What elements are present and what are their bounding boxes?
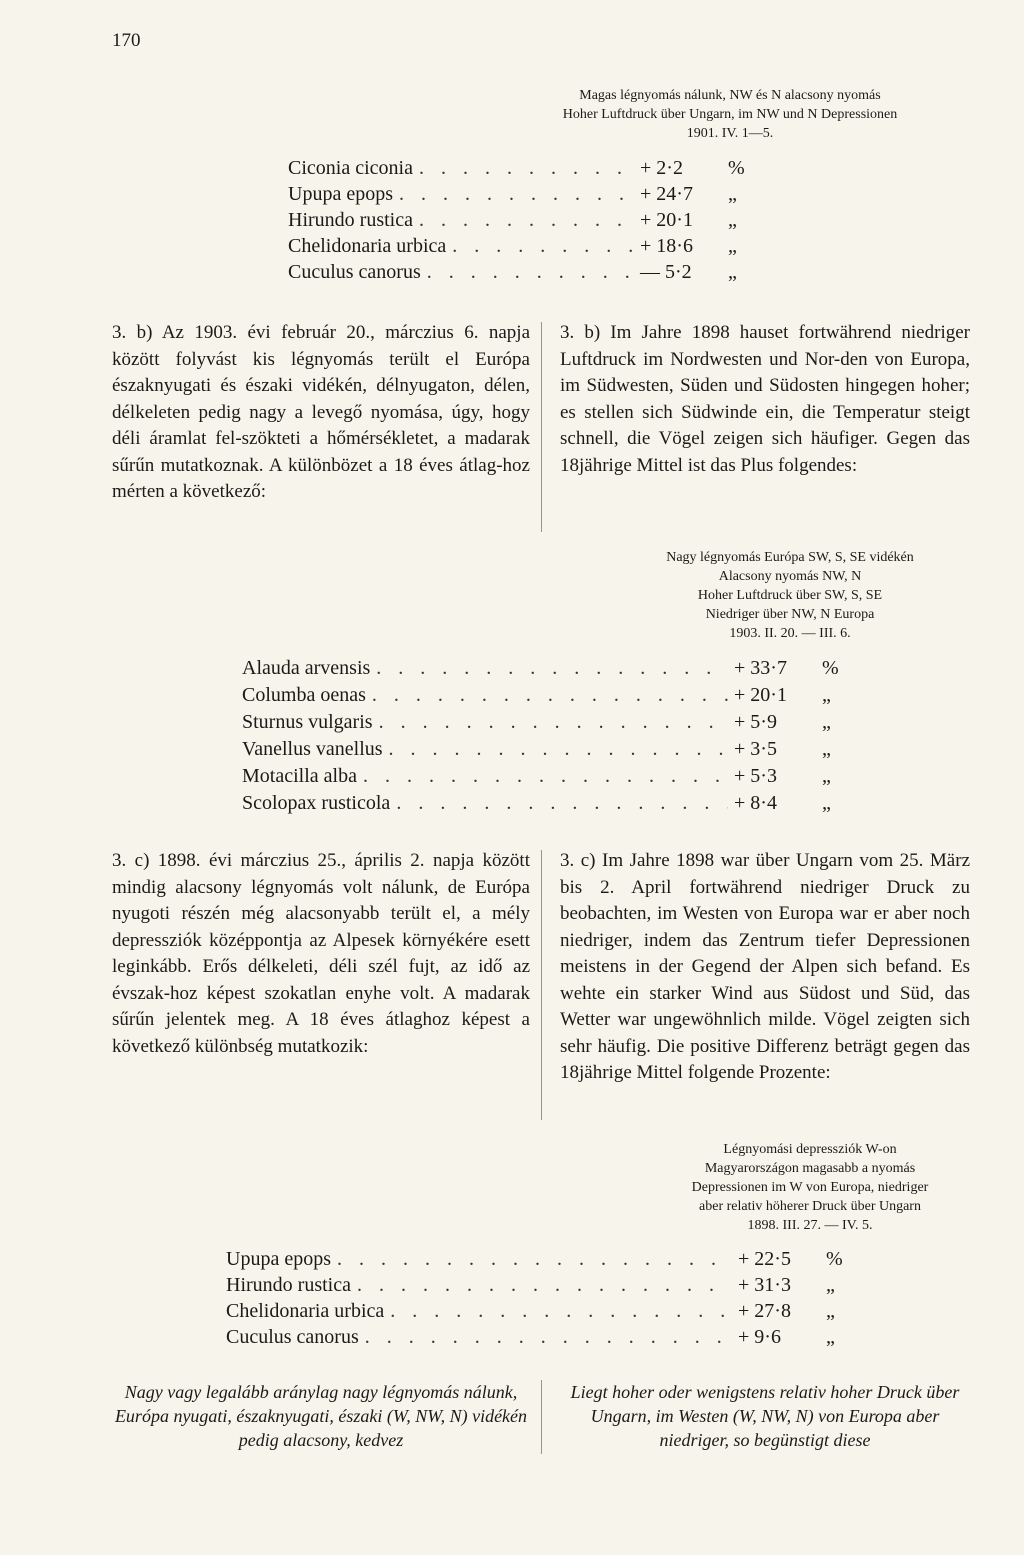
column-divider	[541, 322, 542, 532]
section-3c-german: 3. c) Im Jahre 1898 war über Ungarn vom 25. März bis 2. April fortwährend niedriger Druck zu beobachten, im Westen von Europa war er aber noch niedriger, indem das Zentrum tiefer Depressionen meistens in der Gegend der Alpen sich befand. Es wehte ein starker Wind aus Südost und Süd, das Wetter war ungewöhnlich milde. Vögel zeigten sich sehr häufig. Die positive Differenz beträgt gegen das 18jährige Mittel folgende Prozente:	[560, 850, 970, 1083]
unit-label: „	[728, 235, 737, 257]
percentage-value: — 5·2	[640, 261, 692, 283]
unit-label: „	[822, 711, 831, 733]
table2-header-line: 1903. II. 20. — III. 6.	[729, 626, 851, 641]
percentage-value: + 27·8	[738, 1300, 791, 1322]
unit-label: %	[826, 1248, 843, 1270]
species-name: Ciconia ciconia	[288, 157, 413, 179]
percentage-value: + 9·6	[738, 1326, 781, 1348]
table3-row	[226, 1326, 866, 1349]
column-divider	[541, 1380, 542, 1454]
table3-header-line: Légnyomási depressziók W-on	[723, 1142, 897, 1157]
unit-label: „	[822, 738, 831, 760]
section-3b-hungarian: 3. b) Az 1903. évi február 20., márczius 6. napja között folyvást kis légnyomás terült el Európa északnyugati és északi vidékén, délnyugaton, délen, délkeleten pedig nagy a levegő nyomása, úgy, hogy déli áramlat fel-szökteti a hőmérsékletet, a madarak sűrűn mutatkoznak. A különbözet a 18 éves átlag-hoz mérten a következő:	[112, 322, 530, 502]
table1-header-line: Magas légnyomás nálunk, NW és N alacsony nyomás	[579, 88, 881, 103]
table1-row	[288, 183, 768, 206]
table2-row	[242, 657, 862, 680]
unit-label: %	[728, 157, 745, 179]
unit-label: „	[826, 1300, 835, 1322]
unit-label: „	[728, 261, 737, 283]
section-3b-german: 3. b) Im Jahre 1898 hauset fortwährend niedriger Luftdruck im Nordwesten und Nor-den von Europa, im Südwesten, Süden und Südosten hingegen hoher; es stellen sich Südwinde ein, die Temperatur steigt schnell, die Vögel zeigen sich häufiger. Gegen das 18jährige Mittel ist das Plus folgendes:	[560, 322, 970, 476]
species-name: Vanellus vanellus	[242, 738, 383, 760]
species-name: Sturnus vulgaris	[242, 711, 373, 733]
table2-row	[242, 738, 862, 761]
table2-row	[242, 765, 862, 788]
species-name: Hirundo rustica	[288, 209, 413, 231]
table2-header-line: Nagy légnyomás Európa SW, S, SE vidékén	[666, 550, 914, 565]
footer-german: Liegt hoher oder wenigstens relativ hoher Druck über Ungarn, im Westen (W, NW, N) von Europa aber niedriger, so begünstigt diese	[570, 1382, 960, 1450]
percentage-value: + 5·3	[734, 765, 777, 787]
table2-header-line: Alacsony nyomás NW, N	[718, 569, 862, 584]
percentage-value: + 5·9	[734, 711, 777, 733]
table3-header-line: Magyarországon magasabb a nyomás	[704, 1161, 916, 1176]
table2-header-line: Niedriger über NW, N Europa	[705, 607, 875, 622]
unit-label: „	[728, 183, 737, 205]
species-name: Upupa epops	[288, 183, 393, 205]
table2-row	[242, 711, 862, 734]
percentage-value: + 20·1	[734, 684, 787, 706]
percentage-value: + 2·2	[640, 157, 683, 179]
table2-header-line: Hoher Luftdruck über SW, S, SE	[697, 588, 883, 603]
table1-header-line: Hoher Luftdruck über Ungarn, im NW und N Depressionen	[562, 107, 898, 122]
species-name: Chelidonaria urbica	[226, 1300, 385, 1322]
table3-row	[226, 1300, 866, 1323]
species-name: Motacilla alba	[242, 765, 357, 787]
table3-row	[226, 1248, 866, 1271]
percentage-value: + 8·4	[734, 792, 777, 814]
section-3c-hungarian: 3. c) 1898. évi márczius 25., április 2. napja között mindig alacsony légnyomás volt nálunk, de Európa nyugoti részén még alacsonyabb terült el, a mély depressziók középpontja az Alpesek környékére esett leginkább. Erős délkeleti, déli szél fujt, az idő az évszak-hoz képest szokatlan enyhe volt. A madarak sűrűn jelentek meg. A 18 éves átlaghoz képest a következő különbség mutatkozik:	[112, 850, 530, 1057]
table1-row	[288, 235, 768, 258]
species-name: Cuculus canorus	[288, 261, 421, 283]
table1-header	[470, 86, 990, 143]
percentage-value: + 22·5	[738, 1248, 791, 1270]
table3-header-line: aber relativ höherer Druck über Ungarn	[699, 1199, 921, 1214]
footer-hungarian: Nagy vagy legalább aránylag nagy légnyomás nálunk, Európa nyugati, északnyugati, északi (W, NW, N) vidékén pedig alacsony, kedvez	[114, 1382, 528, 1450]
species-name: Scolopax rusticola	[242, 792, 391, 814]
unit-label: „	[822, 765, 831, 787]
table1-header-line: 1901. IV. 1—5.	[686, 126, 774, 141]
table3-header	[640, 1140, 980, 1235]
table2-header	[590, 548, 990, 643]
table3-header-line: 1898. III. 27. — IV. 5.	[747, 1218, 873, 1233]
unit-label: %	[822, 657, 839, 679]
table1-row	[288, 261, 768, 284]
species-name: Chelidonaria urbica	[288, 235, 447, 257]
percentage-value: + 33·7	[734, 657, 787, 679]
table1-row	[288, 209, 768, 232]
unit-label: „	[822, 684, 831, 706]
unit-label: „	[826, 1274, 835, 1296]
table2-row	[242, 792, 862, 815]
column-divider	[541, 850, 542, 1120]
percentage-value: + 20·1	[640, 209, 693, 231]
percentage-value: + 31·3	[738, 1274, 791, 1296]
species-name: Upupa epops	[226, 1248, 331, 1270]
unit-label: „	[822, 792, 831, 814]
species-name: Cuculus canorus	[226, 1326, 359, 1348]
unit-label: „	[826, 1326, 835, 1348]
species-name: Alauda arvensis	[242, 657, 371, 679]
percentage-value: + 24·7	[640, 183, 693, 205]
table3-row	[226, 1274, 866, 1297]
table3-header-line: Depressionen im W von Europa, niedriger	[691, 1180, 929, 1195]
page-number: 170	[112, 30, 141, 51]
species-name: Columba oenas	[242, 684, 366, 706]
table1-row	[288, 157, 768, 180]
table2-row	[242, 684, 862, 707]
unit-label: „	[728, 209, 737, 231]
species-name: Hirundo rustica	[226, 1274, 351, 1296]
percentage-value: + 18·6	[640, 235, 693, 257]
percentage-value: + 3·5	[734, 738, 777, 760]
